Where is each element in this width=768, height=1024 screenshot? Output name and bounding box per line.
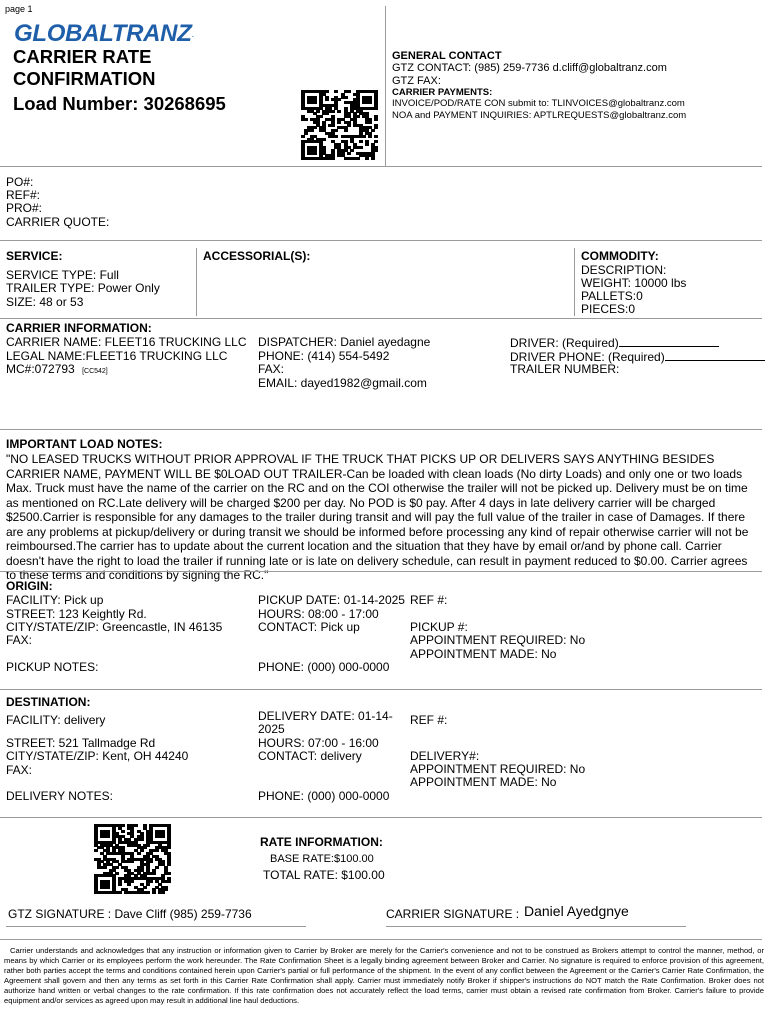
service-type: SERVICE TYPE: Full [6,268,119,282]
qr-module [374,135,378,138]
trailer-type: TRAILER TYPE: Power Only [6,281,160,295]
doc-title-line1: CARRIER RATE [13,46,152,67]
logo-mark: . [191,29,195,39]
qr-module [344,129,348,132]
pickup-appt-made: APPOINTMENT MADE: No [410,647,557,661]
qr-module [331,110,335,113]
delivery-appt-made: APPOINTMENT MADE: No [410,775,557,789]
qr-module [130,860,134,863]
qr-module [118,883,122,886]
divider [0,689,762,690]
rate-heading: RATE INFORMATION: [260,835,383,849]
service-heading: SERVICE: [6,249,63,263]
trailer-size: SIZE: 48 or 53 [6,295,84,309]
qr-module [161,835,165,838]
driver-phone-label: DRIVER PHONE: (Required) [510,350,665,364]
accessorials-heading: ACCESSORIAL(S): [203,249,311,263]
gtz-contact: GTZ CONTACT: (985) 259-7736 d.cliff@globaltranz.com [392,62,667,74]
pickup-contact: CONTACT: Pick up [258,620,360,634]
qr-module [365,143,369,146]
qr-module [152,891,156,894]
destination-facility: FACILITY: delivery [6,713,106,727]
delivery-contact: CONTACT: delivery [258,749,362,763]
qr-module [167,872,171,875]
divider [574,248,575,316]
pickup-hours: HOURS: 08:00 - 17:00 [258,607,379,621]
commodity-description: DESCRIPTION: [581,263,667,277]
driver-blank [619,336,719,347]
qr-module [310,129,314,132]
qr-module [313,101,317,104]
gtz-signature-line [6,926,306,927]
trailer-number: TRAILER NUMBER: [510,362,620,376]
noa-inquiries-line: NOA and PAYMENT INQUIRIES: APTLREQUESTS@globaltranz.com [392,110,687,121]
origin-facility: FACILITY: Pick up [6,593,104,607]
qr-module [167,880,171,883]
qr-module [161,891,165,894]
mc-number [6,363,108,378]
ref-number: REF#: [6,188,41,202]
page-label: page 1 [5,4,33,14]
qr-module [121,830,125,833]
commodity-pallets: PALLETS:0 [581,289,643,303]
pickup-ref: REF #: [410,593,448,607]
qr-module [152,872,156,875]
pickup-notes: PICKUP NOTES: [6,660,99,674]
qr-module [347,90,351,93]
origin-city: CITY/STATE/ZIP: Greencastle, IN 46135 [6,620,223,634]
divider [0,571,762,572]
qr-module [94,849,98,852]
qr-module [374,118,378,121]
pickup-phone: PHONE: (000) 000-0000 [258,660,390,674]
qr-module [334,135,338,138]
qr-code-icon [94,824,170,894]
carrier-name: CARRIER NAME: FLEET16 TRUCKING LLC [6,335,247,349]
carrier-signature-value: Daniel Ayedgnye [524,903,629,919]
base-rate: BASE RATE:$100.00 [270,853,374,865]
qr-module [127,883,131,886]
qr-module [301,135,305,138]
qr-module [103,866,107,869]
commodity-heading: COMMODITY: [581,249,659,263]
commodity-pieces: PIECES:0 [581,302,636,316]
origin-fax: FAX: [6,633,33,647]
qr-module [368,101,372,104]
general-contact-heading: GENERAL CONTACT [392,50,502,62]
qr-module [140,838,144,841]
dispatcher-phone: PHONE: (414) 554-5492 [258,349,390,363]
qr-module [313,152,317,155]
qr-module [374,107,378,110]
commodity-weight: WEIGHT: 10000 lbs [581,276,687,290]
pro-number: PRO#: [6,201,43,215]
dispatcher: DISPATCHER: Daniel ayedagne [258,335,431,349]
qr-module [106,886,110,889]
carrier-quote: CARRIER QUOTE: [6,215,110,229]
delivery-notes: DELIVERY NOTES: [6,789,113,803]
qr-module [146,891,150,894]
total-rate: TOTAL RATE: $100.00 [263,868,385,882]
carrier-payments-heading: CARRIER PAYMENTS: [392,87,493,98]
pickup-appt-required: APPOINTMENT REQUIRED: No [410,633,586,647]
qr-module [331,157,335,160]
qr-module [325,112,329,115]
qr-module [106,835,110,838]
invoice-submit-line: INVOICE/POD/RATE CON submit to: TLINVOICES@globaltranz.com [392,98,685,109]
divider [0,817,762,818]
delivery-hours: HOURS: 07:00 - 16:00 [258,736,379,750]
qr-module [362,135,366,138]
divider [0,318,762,319]
qr-module [325,98,329,101]
driver [510,336,719,350]
pickup-number: PICKUP #: [410,620,468,634]
qr-module [118,891,122,894]
carrier-signature-label: CARRIER SIGNATURE : [386,907,520,921]
delivery-number: DELIVERY#: [410,749,480,763]
delivery-date-line2: 2025 [258,722,285,736]
destination-city: CITY/STATE/ZIP: Kent, OH 44240 [6,749,189,763]
divider [196,248,197,316]
qr-module [359,140,363,143]
legal-disclaimer: Carrier understands and acknowledges that any instruction or information given to Carrier by Broker are merely for the Carrier's convenience and not to be construed as Brokers attempt to control the manner, method, or means by which Carrier or its employees perform the work hereunder. The Rate Confirmation Sheet is a legally binding agreement between Broker and Carrier. No signature is required to enforce provision of this agreement, rather both parties accept the terms and conditions contained herein upon Carrier's partial or full performance of the shipment. In the event of any conflict between the Agreement or the Carrier's Carrier Rate Confirmation, the Agreement shall govern and then any terms as set forth in this Carrier Rate Confirmation shall apply. Carrier must immediately notify Broker if shipper's instructions do NOT match the Rate Confirmation. Broker does not authorize hand written or verbal changes to the rate confirmation. If this rate confirmation does not accurately reflect the load terms, carrier must obtain a revised rate confirmation from Broker. Carrier's failure to provide equipment and/or services as agreed upon may result in additional line haul deductions. [4,946,764,1005]
qr-module [331,124,335,127]
gtz-signature: GTZ SIGNATURE : Dave Cliff (985) 259-7736 [8,907,252,921]
dispatcher-email: EMAIL: dayed1982@gmail.com [258,376,427,390]
carrier-info-heading: CARRIER INFORMATION: [6,321,152,335]
delivery-phone: PHONE: (000) 000-0000 [258,789,390,803]
driver-label: DRIVER: (Required) [510,336,619,350]
qr-module [337,110,341,113]
qr-module [359,146,363,149]
load-notes-body: "NO LEASED TRUCKS WITHOUT PRIOR APPROVAL IF THE TRUCK THAT PICKS UP OR DELIVERS SAYS ANYTHING BESIDES CARRIER NAME, PAYMENT WILL BE $0LOAD OUT TRAILER-Can be loaded with clean loads (No dirty Loads) and only one or two loads Max. Truck must have the name of the carrier on the RC and on the COI otherwise the trailer will not be picked up. Delivery must be on time as mentioned on RC.Late delivery will be charged $200 per day. No POD is $0 pay. After 4 days in late delivery carrier will be charged $2500.Carrier is responsible for any damages to the trailer during transit and will pay the full value of the trailer in case of Damages. If there are any problems at pickup/delivery or during transit we should be informed before processing any kind of repair otherwise carrier will not be reimboursed.The carrier has to update about the current location and the situation that they have by email or/and by phone call. Carrier doesn't have the right to load the trailer if running late or is late on delivery schedule, can result in payment reduced to $0.00. Carrier agrees to these terms and conditions by signing the RC." [6,452,749,582]
qr-module [365,157,369,160]
qr-code-icon [301,90,377,160]
destination-street: STREET: 521 Tallmadge Rd [6,736,156,750]
qr-module [368,135,372,138]
origin-street: STREET: 123 Keightly Rd. [6,607,147,621]
legal-name: LEGAL NAME:FLEET16 TRUCKING LLC [6,349,228,363]
destination-fax: FAX: [6,763,33,777]
divider [0,166,762,167]
destination-heading: DESTINATION: [6,695,91,709]
load-number: Load Number: 30268695 [13,93,226,114]
pickup-date: PICKUP DATE: 01-14-2025 [258,593,405,607]
qr-module [347,152,351,155]
delivery-appt-required: APPOINTMENT REQUIRED: No [410,762,586,776]
qr-module [337,121,341,124]
dispatcher-fax: FAX: [258,362,285,376]
qr-module [356,157,360,160]
delivery-ref: REF #: [410,713,448,727]
load-notes-heading: IMPORTANT LOAD NOTES: [6,437,163,451]
logo-text: GLOBALTRANZ [14,20,192,47]
driver-phone-blank [665,350,765,361]
qr-module [304,118,308,121]
qr-module [344,96,348,99]
header-divider [385,6,386,166]
divider [0,240,762,241]
qr-module [137,852,141,855]
doc-title-line2: CONFIRMATION [13,68,156,89]
mc-number-value: MC#:072793 [6,362,75,376]
carrier-signature-line [386,926,686,927]
origin-heading: ORIGIN: [6,579,53,593]
mc-code: [CC542] [82,368,108,375]
divider [0,429,762,430]
qr-module [155,849,159,852]
po-number: PO#: [6,175,34,189]
qr-module [368,121,372,124]
gtz-fax: GTZ FAX: [392,75,441,87]
delivery-date-line1: DELIVERY DATE: 01-14- [258,709,393,723]
qr-module [371,157,375,160]
qr-module [334,90,338,93]
divider [0,939,762,940]
